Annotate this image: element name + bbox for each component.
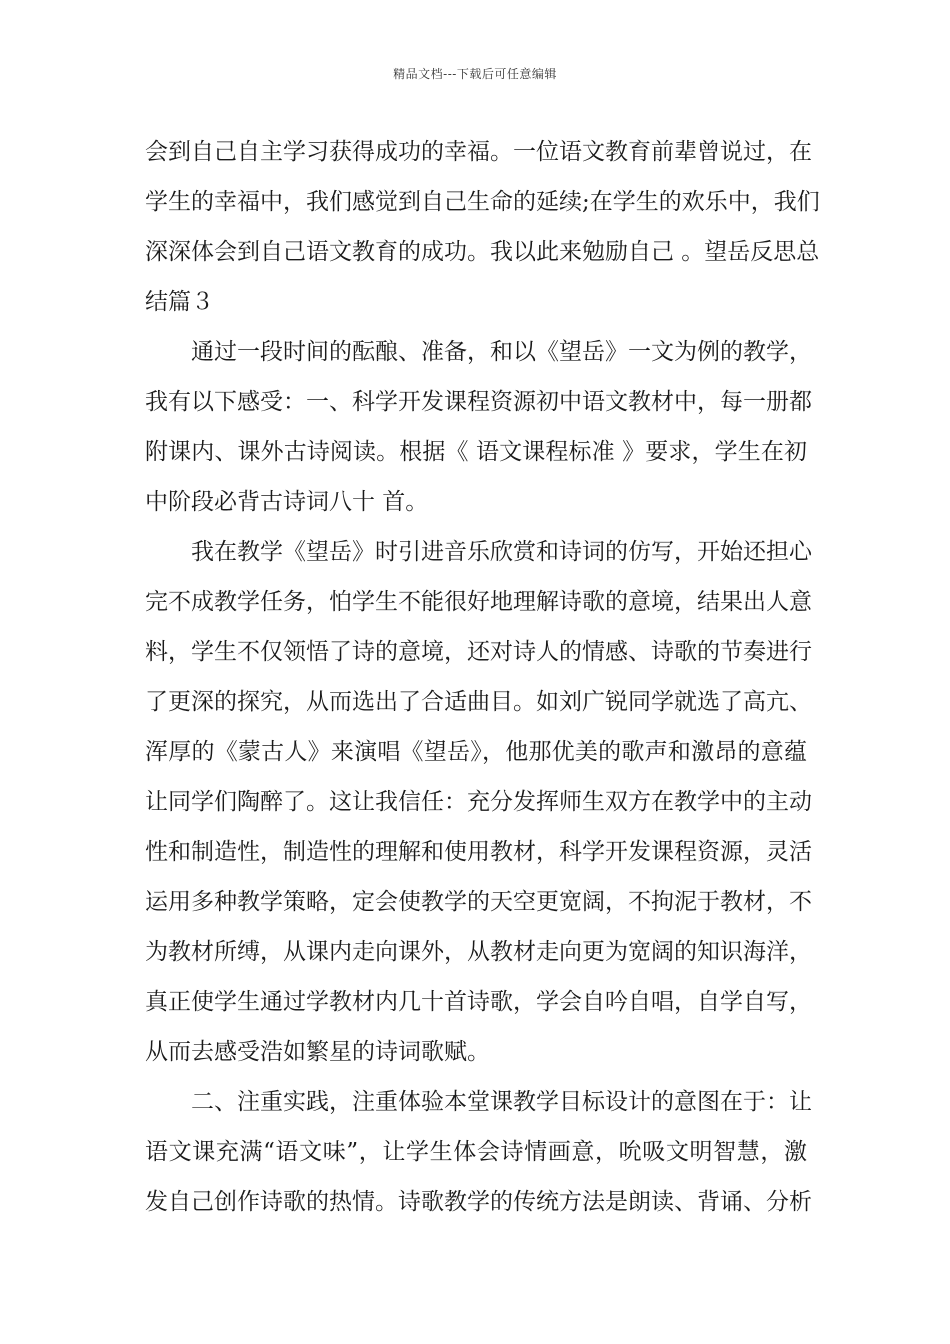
paragraph-first-line: 通过一段时间的酝酿、准备，和以《望岳》一文为例的教学，: [191, 339, 812, 365]
text-line: 真正使学生通过学教材内几十首诗歌，学会自吟自唱，自学自写，: [145, 989, 812, 1015]
text-line: 让同学们陶醉了。这让我信任：充分发挥师生双方在教学中的主动: [145, 789, 812, 815]
text-line: 从而去感受浩如繁星的诗词歌赋。: [145, 1039, 490, 1065]
text-line: 会到自己自主学习获得成功的幸福。一位语文教育前辈曾说过，在: [145, 139, 812, 165]
document-body: [145, 127, 820, 1227]
text-line: 完不成教学任务，怕学生不能很好地理解诗歌的意境，结果出人意: [145, 589, 812, 615]
text-line: 浑厚的《蒙古人》来演唱《望岳》，他那优美的歌声和激昂的意蕴: [145, 739, 807, 765]
text-line: 学生的幸福中，我们感觉到自己生命的延续;在学生的欢乐中，我们: [145, 189, 820, 215]
text-line: 深深体会到自己语文教育的成功。我以此来勉励自己 。望岳反思总: [145, 239, 820, 265]
text-line: 中阶段必背古诗词八十 首。: [145, 489, 429, 515]
text-line: 料，学生不仅领悟了诗的意境，还对诗人的情感、诗歌的节奏进行: [145, 639, 812, 665]
text-line: 结篇３: [145, 289, 214, 315]
text-line: 了更深的探究，从而选出了合适曲目。如刘广锐同学就选了高亢、: [145, 689, 812, 715]
paragraph-first-line: 二、注重实践，注重体验本堂课教学目标设计的意图在于：让: [191, 1089, 812, 1115]
paragraph-first-line: 我在教学《望岳》时引进音乐欣赏和诗词的仿写，开始还担心: [191, 539, 812, 565]
text-line: 附课内、课外古诗阅读。根据《 语文课程标准 》要求，学生在初: [145, 439, 807, 465]
text-line: 运用多种教学策略，定会使教学的天空更宽阔，不拘泥于教材，不: [145, 889, 812, 915]
text-line: 语文课充满“语文味”，让学生体会诗情画意，吮吸文明智慧，激: [145, 1139, 807, 1165]
text-line: 为教材所缚，从课内走向课外，从教材走向更为宽阔的知识海洋，: [145, 939, 812, 965]
text-line: 性和制造性，制造性的理解和使用教材，科学开发课程资源，灵活: [145, 839, 812, 865]
text-line: 发自己创作诗歌的热情。诗歌教学的传统方法是朗读、背诵、分析: [145, 1189, 812, 1215]
text-line: 我有以下感受：一、科学开发课程资源初中语文教材中，每一册都: [145, 389, 812, 415]
page-header: 精品文档---下载后可任意编辑: [393, 67, 557, 81]
